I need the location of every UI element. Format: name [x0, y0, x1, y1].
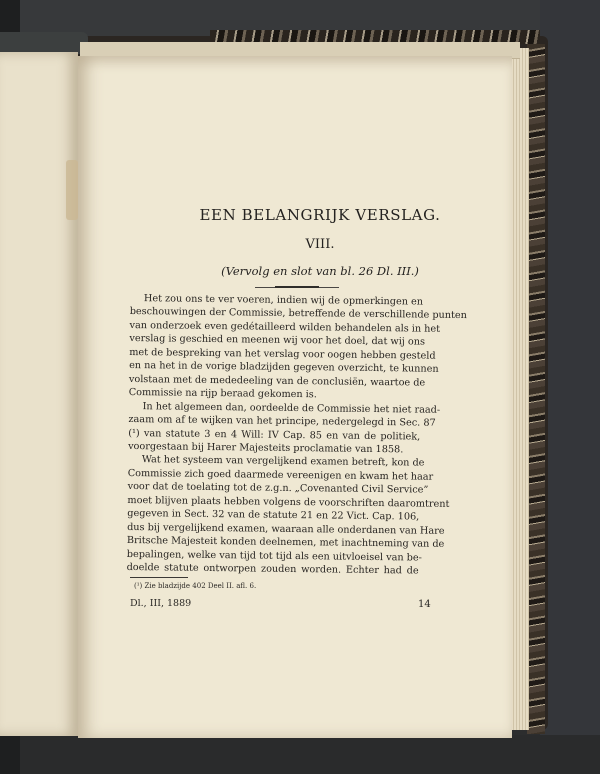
article-title: EEN BELANGRIJK VERSLAG. — [199, 206, 441, 224]
text-line: dus bij vergelijkend examen, waaraan alle onderdanen van Hare — [127, 521, 445, 537]
left-page — [0, 52, 78, 736]
text-line: bepalingen, welke van tijd tot tijd als een uitvloeisel van be- — [126, 548, 422, 564]
footnote: (¹) Zie bladzijde 402 Deel II. afl. 6. — [134, 582, 257, 590]
text-line: (¹) van statute 3 en 4 Will: IV Cap. 85 en van de politiek, — [128, 427, 421, 443]
text-line: In het algemeen dan, oordeelde de Commissie het niet raad- — [142, 400, 441, 416]
scan-background-right — [540, 0, 600, 774]
left-cover-corner — [0, 32, 88, 54]
text-line: zaam om af te wijken van het principe, nedergelegd in Sec. 87 — [128, 414, 436, 429]
text-line: doelde statute ontworpen zouden worden. Echter had de — [126, 562, 419, 577]
text-line: Commissie na rijp beraad gekomen is. — [128, 387, 317, 401]
text-line: Het zou ons te ver voeren, indien wij de opmerkingen en — [143, 293, 424, 308]
page-tear-mark — [66, 160, 78, 220]
page-number: 14 — [418, 599, 431, 610]
text-line: en na het in de vorige bladzijden gegeven overzicht, te kunnen — [129, 360, 439, 376]
chapter-number: VIII. — [305, 237, 335, 252]
text-line: gegeven in Sect. 32 van de statute 21 en 22 Vict. Cap. 106, — [127, 508, 420, 523]
text-line: Britsche Majesteit konden deelnemen, met inachtneming van de — [126, 535, 445, 551]
text-line: moet blijven plaats hebben volgens de voorschriften daaromtrent — [127, 494, 450, 510]
scan-background-bottom — [20, 735, 600, 774]
text-line: volstaan met de mededeeling van de conclusiën, waartoe de — [128, 373, 426, 389]
title-divider-bar — [275, 286, 319, 288]
text-line: met de bespreking van het verslag voor oogen hebben gesteld — [129, 346, 436, 362]
text-line: verslag is geschied en meenen wij voor het doel, dat wij ons — [129, 333, 426, 348]
body-text — [126, 292, 468, 578]
page-edges — [511, 48, 529, 730]
text-line: voor dat de toelating tot de z.g.n. „Covenanted Civil Service” — [127, 481, 429, 497]
marbled-cover-side — [527, 44, 545, 734]
text-line: Wat het systeem van vergelijkend examen betreft, kon de — [141, 454, 425, 470]
text-line: voorgestaan bij Harer Majesteits proclamatie van 1858. — [128, 440, 404, 456]
text-line: beschouwingen der Commissie, betreffende de verschillende punten — [129, 306, 468, 322]
footnote-divider — [130, 577, 188, 578]
text-line: van onderzoek even gedétailleerd wilden behandelen als in het — [129, 319, 441, 335]
signature-mark: Dl., III, 1889 — [130, 598, 192, 609]
article-subtitle: (Vervolg en slot van bl. 26 Dl. III.) — [221, 264, 419, 278]
text-line: Commissie zich goed daarmede vereenigen en kwam het haar — [127, 467, 434, 483]
